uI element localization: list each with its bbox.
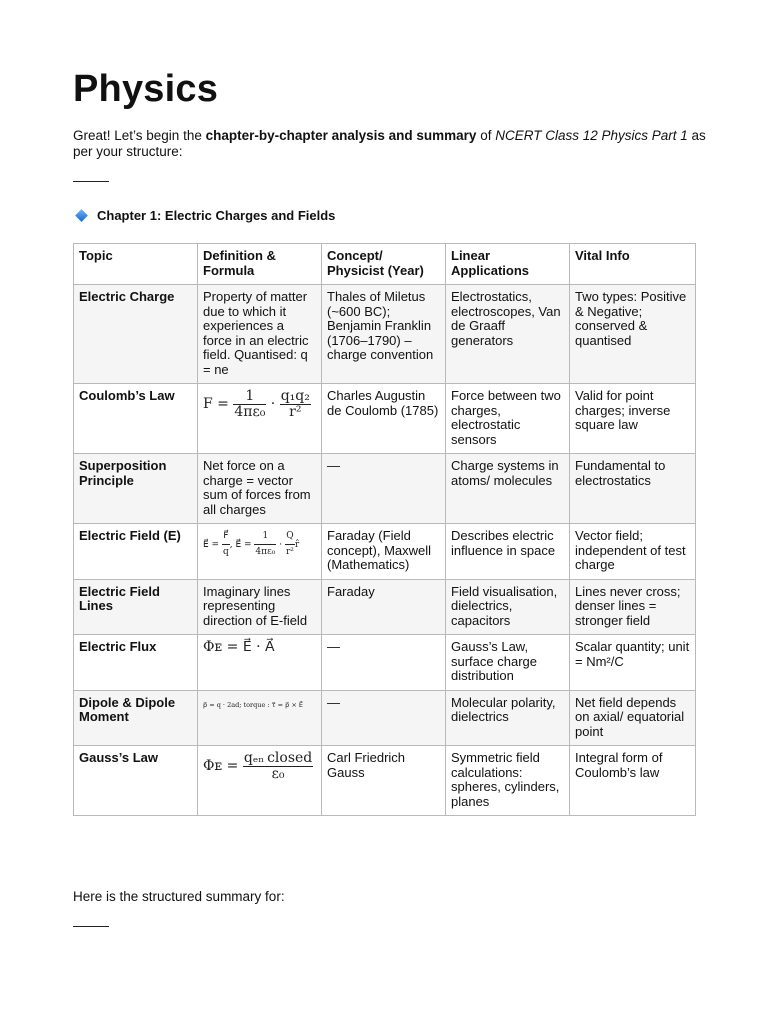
cell-concept: Charles Augustin de Coulomb (1785) xyxy=(322,384,446,454)
cell-topic: Electric Field (E) xyxy=(74,524,198,580)
section-divider xyxy=(73,181,109,182)
table-row xyxy=(74,635,696,691)
chapter-title: Chapter 1: Electric Charges and Fields xyxy=(97,208,336,223)
numerator: qₑₙ closed xyxy=(243,750,313,766)
header-applications: Linear Applications xyxy=(446,244,570,285)
fraction xyxy=(233,389,266,419)
cell-definition: Property of matter due to which it experiences a force in an electric field. Quantised: q = ne xyxy=(198,285,322,384)
summary-table xyxy=(73,243,696,816)
closing-text: Here is the structured summary for: xyxy=(73,889,285,904)
fraction xyxy=(254,529,276,559)
section-divider xyxy=(73,926,109,927)
cell-concept: Thales of Miletus (~600 BC); Benjamin Franklin (1706–1790) – charge convention xyxy=(322,285,446,384)
formula-dot: · xyxy=(270,396,276,412)
cell-applications: Field visualisation, dielectrics, capacitors xyxy=(446,579,570,635)
cell-definition: Net force on a charge = vector sum of forces from all charges xyxy=(198,454,322,524)
cell-formula xyxy=(198,746,322,816)
cell-applications: Electrostatics, electroscopes, Van de Graaff generators xyxy=(446,285,570,384)
fraction xyxy=(285,529,295,559)
cell-vital: Net field depends on axial/ equatorial point xyxy=(570,690,696,746)
page-title: Physics xyxy=(73,68,219,110)
intro-bold: chapter-by-chapter analysis and summary xyxy=(205,128,477,143)
header-vital: Vital Info xyxy=(570,244,696,285)
header-concept: Concept/ Physicist (Year) xyxy=(322,244,446,285)
denominator: r² xyxy=(280,404,311,420)
numerator: q₁q₂ xyxy=(280,388,310,404)
table-row xyxy=(74,746,696,816)
denominator: 4πε₀ xyxy=(254,544,276,560)
cell-topic: Superposition Principle xyxy=(74,454,198,524)
cell-vital: Two types: Positive & Negative; conserved & quantised xyxy=(570,285,696,384)
table-row xyxy=(74,285,696,384)
cell-formula xyxy=(198,384,322,454)
table-row xyxy=(74,384,696,454)
table-row xyxy=(74,524,696,580)
cell-concept: — xyxy=(322,454,446,524)
cell-vital: Fundamental to electrostatics xyxy=(570,454,696,524)
cell-concept: Faraday xyxy=(322,579,446,635)
formula-lhs: Φᴇ = xyxy=(203,758,239,774)
cell-topic: Gauss’s Law xyxy=(74,746,198,816)
denominator: q xyxy=(222,544,230,560)
cell-topic: Electric Field Lines xyxy=(74,579,198,635)
fraction xyxy=(280,389,311,419)
cell-topic: Coulomb’s Law xyxy=(74,384,198,454)
blue-diamond-icon xyxy=(75,209,88,222)
dipole-formula: p⃗ = q · 2ad; torque : τ⃗ = p⃗ × E⃗ xyxy=(203,700,303,709)
fraction xyxy=(243,751,313,781)
denominator: r² xyxy=(285,544,295,560)
field-formula xyxy=(203,531,300,557)
fraction xyxy=(222,529,230,559)
numerator: F⃗ xyxy=(223,531,229,541)
flux-formula: Φᴇ = E⃗ · A⃗ xyxy=(203,639,275,655)
cell-concept: Carl Friedrich Gauss xyxy=(322,746,446,816)
cell-applications: Force between two charges, electrostatic sensors xyxy=(446,384,570,454)
cell-vital: Integral form of Coulomb’s law xyxy=(570,746,696,816)
numerator: 1 xyxy=(245,388,255,404)
table-row xyxy=(74,454,696,524)
numerator: 1 xyxy=(262,531,269,541)
chapter-heading xyxy=(75,208,335,223)
intro-tail: as per your structure: xyxy=(73,128,706,159)
cell-applications: Describes electric influence in space xyxy=(446,524,570,580)
intro-lead: Great! Let’s begin the xyxy=(73,128,206,143)
cell-concept: — xyxy=(322,690,446,746)
table-row xyxy=(74,690,696,746)
header-topic: Topic xyxy=(74,244,198,285)
cell-applications: Symmetric field calculations: spheres, cylinders, planes xyxy=(446,746,570,816)
cell-topic: Electric Flux xyxy=(74,635,198,691)
cell-topic: Dipole & Dipole Moment xyxy=(74,690,198,746)
intro-paragraph xyxy=(73,128,713,160)
unit-vector: r̂ xyxy=(294,539,300,550)
cell-vital: Vector field; independent of test charge xyxy=(570,524,696,580)
cell-formula xyxy=(198,690,322,746)
cell-applications: Molecular polarity, dielectrics xyxy=(446,690,570,746)
cell-applications: Gauss’s Law, surface charge distribution xyxy=(446,635,570,691)
cell-concept: — xyxy=(322,635,446,691)
cell-concept: Faraday (Field concept), Maxwell (Mathematics) xyxy=(322,524,446,580)
numerator: Q xyxy=(286,531,294,541)
cell-definition: Imaginary lines representing direction of E-field xyxy=(198,579,322,635)
table-row xyxy=(74,579,696,635)
gauss-formula xyxy=(203,750,313,782)
cell-topic: Electric Charge xyxy=(74,285,198,384)
formula-lhs: E⃗ = xyxy=(203,539,220,550)
header-definition: Definition & Formula xyxy=(198,244,322,285)
cell-vital: Scalar quantity; unit = Nm²/C xyxy=(570,635,696,691)
cell-vital: Valid for point charges; inverse square law xyxy=(570,384,696,454)
intro-italic: NCERT Class 12 Physics Part 1 xyxy=(495,128,688,143)
cell-applications: Charge systems in atoms/ molecules xyxy=(446,454,570,524)
denominator: 4πε₀ xyxy=(234,403,266,420)
table-header-row xyxy=(74,244,696,285)
formula-dot: · xyxy=(279,539,283,550)
formula-lhs: F = xyxy=(203,396,229,412)
cell-formula xyxy=(198,524,322,580)
cell-vital: Lines never cross; denser lines = stronger field xyxy=(570,579,696,635)
intro-mid: of xyxy=(476,128,496,143)
coulomb-formula xyxy=(203,388,311,420)
denominator: ε₀ xyxy=(243,766,313,782)
formula-separator: , E⃗ = xyxy=(229,539,252,550)
cell-formula xyxy=(198,635,322,691)
